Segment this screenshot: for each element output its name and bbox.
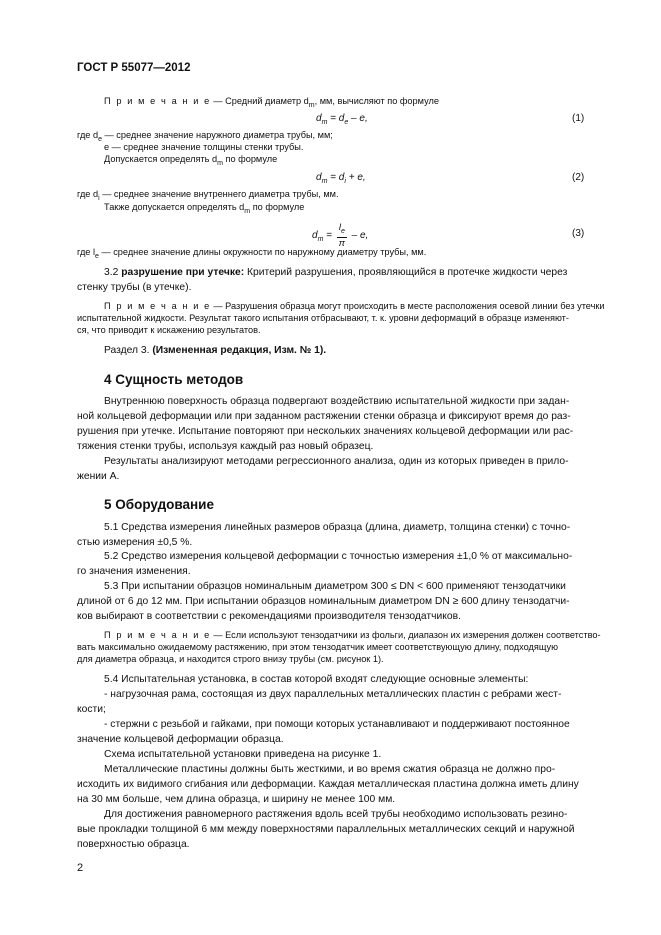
sec5-2-l1: 5.2 Средство измерения кольцевой деформации с точностью измерения ±1,0 % от максимально- <box>104 551 573 562</box>
sec5-2-l2: го значения изменения. <box>77 566 191 577</box>
formula-1-number: (1) <box>572 113 585 124</box>
note-mean-diameter: П р и м е ч а н и е — Средний диаметр $d_m$, мм, вычисляют по формуле <box>104 96 439 109</box>
sec5-1-l1: 5.1 Средства измерения линейных размеров образца (длина, диаметр, толщина стенки) с точно- <box>104 522 571 533</box>
sec4-p1-l3: рушения при утечке. Испытание повторяют при нескольких значениях кольцевой деформации или рас- <box>77 426 574 437</box>
section-4-title: 4 Сущность методов <box>104 372 244 387</box>
legend-e: e — среднее значение толщины стенки трубы. <box>104 142 304 152</box>
formula-3-number: (3) <box>572 228 585 239</box>
formula-1: $d_m = d_e - e$, <box>316 113 368 126</box>
note-5-3-line2: вать максимально ожидаемому растяжению, при этом тензодатчик имеет соответствующую длину, подходящую <box>77 642 558 652</box>
sec4-p1-l1: Внутреннюю поверхность образца подвергают воздействию испытательной жидкости при задан- <box>104 396 570 407</box>
sec5-1-l2: стью измерения ±0,5 %. <box>77 537 193 548</box>
sec4-p1-l2: ной кольцевой деформации или при заданном растяжении стенки образца и фиксируют время до раз- <box>77 411 571 422</box>
sec5-4-l9: на 30 мм больше, чем длина образца, и ширину не менее 100 мм. <box>77 794 396 805</box>
sec5-3-l3: ков выбирают в соответствии с рекомендациями производителя тензодатчиков. <box>77 611 461 622</box>
sec5-4-l12: поверхностью образца. <box>77 839 190 850</box>
allowed-dm-formula-3: Также допускается определять $d_m$ по формуле <box>104 202 305 215</box>
sec5-4-l10: Для достижения равномерного растяжения вдоль всей трубы необходимо использовать резино- <box>104 809 568 820</box>
formula-2: $d_m = d_i + e$, <box>316 172 366 185</box>
razdel-amendment: Раздел 3. (Измененная редакция, Изм. № 1). <box>104 345 327 356</box>
sec5-3-l1: 5.3 При испытании образцов номинальным диаметром 300 ≤ DN < 600 применяют тензодатчики <box>104 581 566 592</box>
legend-de: где $d_e$ — среднее значение наружного диаметра трубы, мм; <box>77 130 333 143</box>
sec5-4-l8: исходить их видимого сгибания или деформации. Каждая металлическая пластина должна иметь длину <box>77 779 579 790</box>
note-3-2-line3: ся, что приводит к искажению результатов. <box>77 325 261 335</box>
formula-3: $d_m$ = $\frac{l_e}{\pi}$ – e, <box>312 222 369 249</box>
sec4-p2-l2: жении А. <box>77 471 120 482</box>
section-5-title: 5 Оборудование <box>104 497 214 512</box>
sec5-4-l4: - стержни с резьбой и гайками, при помощи которых устанавливают и поддерживают постоянное <box>104 719 570 730</box>
sec5-4-l5: значение кольцевой деформации образца. <box>77 734 284 745</box>
formula-2-number: (2) <box>572 172 585 183</box>
sec5-3-l2: длиной от 6 до 12 мм. При испытании образцов номинальным диаметром DN ≥ 600 длину тензодатчи- <box>77 596 570 607</box>
legend-le: где $l_e$ — среднее значение длины окружности по наружному диаметру трубы, мм. <box>77 247 427 260</box>
sec5-4-l6: Схема испытательной установки приведена на рисунке 1. <box>104 749 382 760</box>
sec5-4-l11: вые прокладки толщиной 6 мм между поверхностями параллельных металлических секций и наружной <box>77 824 575 835</box>
standard-header: ГОСТ Р 55077—2012 <box>77 62 191 74</box>
note-5-3-line3: для диаметра образца, и находится строго внизу трубы (см. рисунок 1). <box>77 654 384 664</box>
note-3-2-line1: П р и м е ч а н и е — Разрушения образца могут происходить в месте расположения осевой линии без утечки <box>104 301 605 311</box>
definition-3-2-line2: стенку трубы (в утечке). <box>77 282 192 293</box>
sec5-4-l2: - нагрузочная рама, состоящая из двух параллельных металлических пластин с ребрами жест- <box>104 689 562 700</box>
sec5-4-l7: Металлические пластины должны быть жесткими, и во время сжатия образца не должно про- <box>104 764 556 775</box>
sec4-p1-l4: тяжения стенки трубы, используя каждый раз новый образец. <box>77 441 374 452</box>
formula-3-fraction: $\frac{l_e}{\pi}$ <box>338 222 346 249</box>
definition-3-2-line1: 3.2 разрушение при утечке: Критерий разрушения, проявляющийся в протечке жидкости через <box>104 267 568 278</box>
allowed-dm-formula-2: Допускается определять $d_m$ по формуле <box>104 154 278 167</box>
sec4-p2-l1: Результаты анализируют методами регрессионного анализа, один из которых приведен в прило- <box>104 456 569 467</box>
note-3-2-line2: испытательной жидкости. Результат такого испытания отбрасывают, т. к. уровни деформаций в образце изменяют- <box>77 313 569 323</box>
note-5-3-line1: П р и м е ч а н и е — Если используют тензодатчики из фольги, диапазон их измерения должен соответство- <box>104 630 601 640</box>
sec5-4-l1: 5.4 Испытательная установка, в состав которой входят следующие основные элементы: <box>104 674 529 685</box>
page-number: 2 <box>77 862 84 874</box>
legend-di: где $d_i$ — среднее значение внутреннего диаметра трубы, мм. <box>77 189 339 202</box>
sec5-4-l3: кости; <box>77 704 106 715</box>
